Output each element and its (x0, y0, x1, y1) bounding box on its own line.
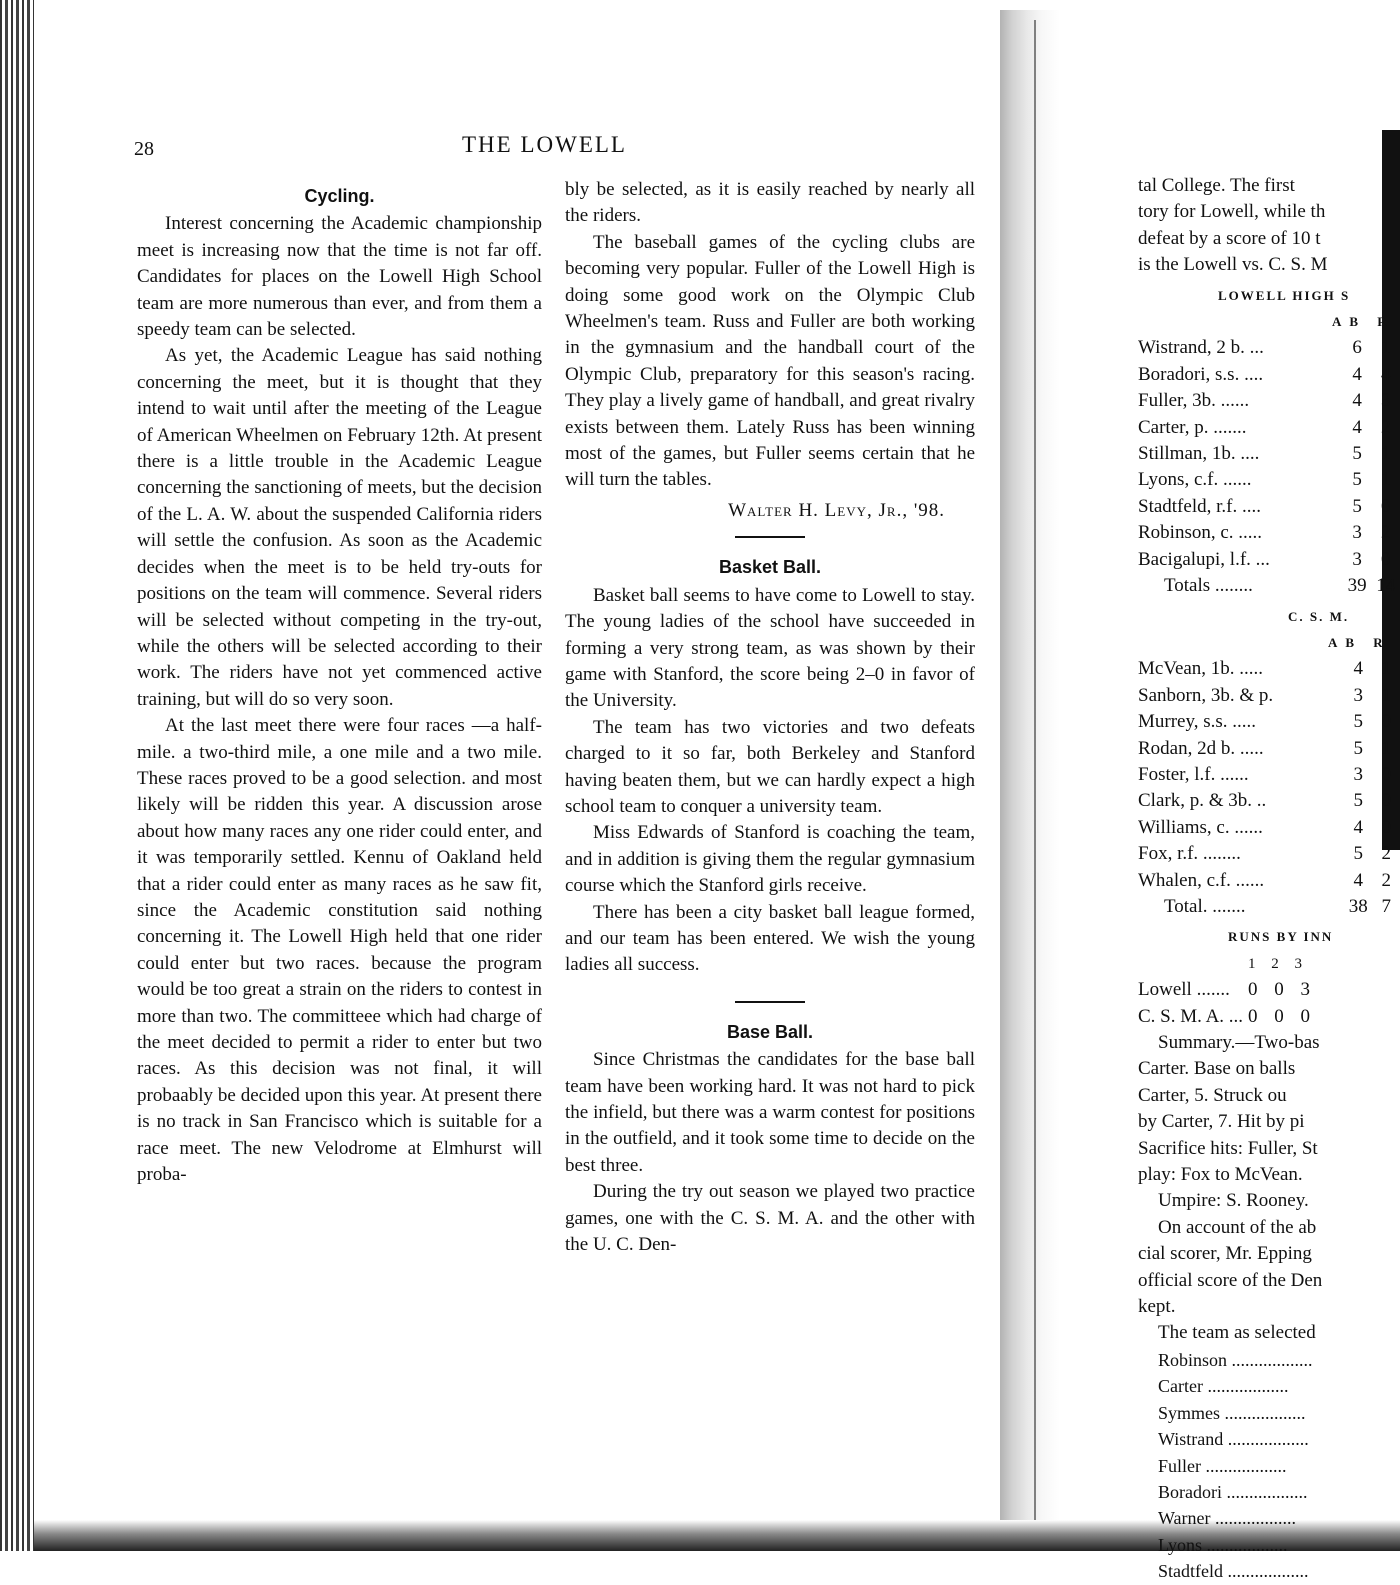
scorer-note-line: On account of the ab (1158, 1216, 1317, 1238)
innings-numbers: 1 2 3 (1248, 955, 1308, 972)
column-middle (565, 177, 975, 1258)
at-bats: 5 (1353, 711, 1363, 733)
cycling-paragraph-2: As yet, the Academic League has said nothing concerning the meet, but it is thought that they intend to wait until after the meeting of the League of American Wheelmen on February 12th. At present there is a little trouble in the Academic League concerning the sanctioning of meets, but the decision of the L. A. W. about the suspended California riders will settle the confusion. As soon as the Academic decides when the meet is to be held try-outs for positions on the team will commence. Several riders will be selected without competing in the try-out, while the others will be selected according to their work. The riders have not yet commenced active training, but will do so very soon. (137, 345, 542, 710)
at-bats: 5 (1353, 790, 1363, 812)
at-bats: 3 (1353, 684, 1363, 706)
lowell-row (1138, 362, 1400, 388)
summary-line: Sacrifice hits: Fuller, St (1138, 1137, 1318, 1159)
lowell-row (1138, 415, 1400, 441)
page-number: 28 (134, 138, 154, 160)
runs: 2 (1381, 869, 1392, 891)
runs: 0 (1381, 816, 1392, 838)
lowell-row (1138, 494, 1400, 520)
cycling-heading: Cycling. (304, 186, 375, 206)
cycling-paragraph-1: Interest concerning the Academic championship meet is increasing now that the time is not far off. Candidates for places on the Lowell High School team are more numerous than ever, and from them a speedy team can be selected. (137, 213, 542, 341)
lowell-row (1138, 335, 1400, 361)
roster-name: Symmes .................. (1158, 1402, 1306, 1423)
at-bats: 5 (1353, 737, 1363, 759)
player-name: Lyons, c.f. ...... (1138, 469, 1252, 491)
basketball-paragraph-2: The team has two victories and two defeats charged to it so far, both Berkeley and Stanford having beaten them, but we can hardly expect a high school team to conquer a university team. (565, 716, 975, 817)
total-label: Total. ....... (1164, 895, 1246, 917)
innings-row (1138, 1004, 1316, 1030)
player-name: Wistrand, 2 b. ... (1138, 337, 1264, 359)
runs: 4 (1380, 363, 1391, 385)
roster-row (1138, 1453, 1313, 1479)
roster-name: Lyons .................. (1158, 1534, 1288, 1555)
intro-line: tory for Lowell, while th (1138, 201, 1326, 223)
total-at-bats: 39 (1347, 575, 1367, 597)
summary-line: play: Fox to McVean. (1138, 1164, 1303, 1186)
basketball-heading: Basket Ball. (718, 557, 822, 578)
summary-line: Summary.—Two-bas (1158, 1032, 1320, 1053)
player-name: Fox, r.f. ........ (1138, 843, 1241, 865)
column-left (137, 183, 542, 1188)
player-name: Sanborn, 3b. & p. (1138, 684, 1274, 706)
player-name: Carter, p. ....... (1138, 416, 1247, 438)
at-bats: 4 (1352, 416, 1362, 438)
intro-line: is the Lowell vs. C. S. M (1138, 254, 1328, 276)
total-label: Totals ........ (1164, 575, 1253, 597)
page-gutter-shadow (1000, 10, 1060, 1540)
roster-row (1138, 1558, 1313, 1584)
at-bats: 5 (1352, 495, 1362, 517)
csma-row (1138, 788, 1400, 814)
roster-row (1138, 1505, 1313, 1531)
csma-row (1138, 656, 1400, 682)
lowell-row (1138, 441, 1400, 467)
roster-name: Fuller .................. (1158, 1455, 1287, 1476)
roster-name: Warner .................. (1158, 1508, 1297, 1529)
scan-binding-edge (0, 0, 34, 1551)
at-bats: 4 (1352, 390, 1362, 412)
cycling-paragraph-3: At the last meet there were four races —a half-mile. a two-third mile, a one mile and a two mile. These races proved to be a good selection. and most likely will be ridden this year. A discussion arose about how many races any one rider could enter, and it was temporarily settled. Kennu of Oakland held that a rider could enter as many races as he saw fit, since the Academic constitution said nothing concerning it. The Lowell High held that one rider could enter but two races. because the program would be too great a strain on the riders to contest in more than two. The committeee which had charge of the meet decided to permit a rider to enter but two races. As this decision was not final, it will probaably be decided upon this year. At present there is no track in San Francisco which is suitable for a race meet. The new Velodrome at Elmhurst will proba- (137, 715, 542, 1186)
innings-row (1138, 977, 1316, 1003)
roster-row (1138, 1373, 1313, 1399)
at-bats: 3 (1352, 548, 1362, 570)
player-name: Bacigalupi, l.f. ... (1138, 548, 1270, 570)
roster-row (1138, 1479, 1313, 1505)
lowell-row (1138, 520, 1400, 546)
lowell-row (1138, 547, 1400, 573)
scorer-note (1138, 1215, 1400, 1321)
player-name: Fuller, 3b. ...... (1138, 390, 1250, 412)
player-name: Foster, l.f. ...... (1138, 763, 1249, 785)
roster-name: Stadtfeld .................. (1158, 1561, 1309, 1582)
player-name: Stillman, 1b. .... (1138, 443, 1260, 465)
player-name: Stadtfeld, r.f. .... (1138, 495, 1261, 517)
summary-line: Carter. Base on balls (1138, 1058, 1296, 1080)
scorer-note-line: kept. (1138, 1296, 1176, 1318)
intro-line: tal College. The first (1138, 175, 1295, 196)
runs: 0 (1380, 495, 1391, 517)
roster-name: Wistrand .................. (1158, 1429, 1309, 1450)
csma-row (1138, 683, 1400, 709)
total-runs: 7 (1381, 895, 1392, 917)
runs: 2 (1380, 522, 1391, 544)
csma-total-row (1138, 894, 1400, 920)
lowell-row (1138, 467, 1400, 493)
csma-box-title: C. S. M. (1288, 608, 1350, 624)
summary-line: by Carter, 7. Hit by pi (1138, 1111, 1305, 1133)
player-name: Robinson, c. ..... (1138, 522, 1263, 544)
csma-box-headers: AB R (1328, 634, 1391, 650)
umpire-line: Umpire: S. Rooney. (1158, 1190, 1309, 1212)
at-bats: 5 (1352, 443, 1362, 465)
runs: 1 (1381, 658, 1392, 680)
innings-table (1138, 977, 1316, 1030)
game-summary (1138, 1030, 1400, 1188)
roster-row (1138, 1400, 1313, 1426)
section-divider (735, 536, 805, 538)
runs: 1 (1380, 443, 1391, 465)
runs: 0 (1381, 790, 1392, 812)
lowell-box-score (1138, 335, 1400, 599)
total-runs: 14 (1376, 575, 1396, 597)
intro-line: defeat by a score of 10 t (1138, 227, 1321, 249)
at-bats: 3 (1352, 522, 1362, 544)
lowell-box-headers: AB R (1332, 314, 1395, 330)
inning-runs: 0 0 3 (1248, 979, 1316, 1001)
scorer-note-line: official score of the Den (1138, 1269, 1323, 1291)
at-bats: 4 (1353, 869, 1363, 891)
roster-name: Robinson .................. (1158, 1349, 1313, 1370)
baseball-heading: Base Ball. (726, 1021, 814, 1042)
at-bats: 5 (1353, 843, 1363, 865)
cycling-continuation: bly be selected, as it is easily reached by nearly all the riders. (565, 179, 975, 227)
player-name: Murrey, s.s. ..... (1138, 711, 1257, 733)
player-name: Whalen, c.f. ...... (1138, 869, 1265, 891)
csma-row (1138, 709, 1400, 735)
at-bats: 4 (1353, 816, 1363, 838)
csma-row (1138, 815, 1400, 841)
runs: 0 (1381, 711, 1392, 733)
player-name: Clark, p. & 3b. .. (1138, 790, 1267, 812)
csma-row (1138, 736, 1400, 762)
baseball-paragraph-2: During the try out season we played two practice games, one with the C. S. M. A. and the other with the U. C. Den- (565, 1181, 975, 1256)
team-name: Lowell ....... (1138, 979, 1230, 1001)
player-name: McVean, 1b. ..... (1138, 658, 1264, 680)
runs: 0 (1380, 548, 1391, 570)
summary-line: Carter, 5. Struck ou (1138, 1084, 1287, 1106)
lowell-box-title: LOWELL HIGH S (1218, 287, 1351, 303)
csma-row (1138, 868, 1400, 894)
player-name: Rodan, 2d b. ..... (1138, 737, 1264, 759)
roster-row (1138, 1426, 1313, 1452)
basketball-paragraph-4: There has been a city basket ball league formed, and our team has been entered. We wish the young ladies all success. (565, 901, 975, 976)
basketball-paragraph-1: Basket ball seems to have come to Lowell to stay. The young ladies of the school have succeeded in forming a very strong team, as was shown by their game with Stanford, the score being 2–0 in favor of the University. (565, 584, 975, 712)
at-bats: 6 (1352, 337, 1362, 359)
innings-title: RUNS BY INN (1228, 929, 1334, 945)
team-intro: The team as selected (1158, 1322, 1316, 1344)
runs: 1 (1381, 737, 1392, 759)
runs: 1 (1380, 337, 1391, 359)
runs: 1 (1381, 684, 1392, 706)
runs: 2 (1380, 416, 1391, 438)
runs: 2 (1381, 843, 1392, 865)
at-bats: 4 (1352, 363, 1362, 385)
cycling-byline: Walter H. Levy, Jr., '98. (728, 499, 945, 521)
csma-row (1138, 762, 1400, 788)
runs: 3 (1380, 390, 1391, 412)
at-bats: 5 (1352, 469, 1362, 491)
basketball-paragraph-3: Miss Edwards of Stanford is coaching the team, and in addition is giving them the regular gymnasium course which the Stanford girls receive. (565, 822, 975, 897)
roster-row (1138, 1532, 1313, 1558)
baseball-paragraph-1: Since Christmas the candidates for the base ball team have been working hard. It was not hard to pick the infield, but there was a warm contest for positions in the outfield, and it took some time to decide on the best three. (565, 1049, 975, 1176)
csma-box-score (1138, 656, 1400, 920)
roster-row (1138, 1347, 1313, 1373)
at-bats: 4 (1353, 658, 1363, 680)
inning-runs: 0 0 0 (1248, 1005, 1316, 1027)
player-name: Boradori, s.s. .... (1138, 363, 1264, 385)
roster-name: Boradori .................. (1158, 1481, 1308, 1502)
column-right (1138, 173, 1400, 1582)
scorer-note-line: cial scorer, Mr. Epping (1138, 1243, 1312, 1265)
section-divider (735, 1001, 805, 1003)
team-name: C. S. M. A. ... (1138, 1005, 1244, 1027)
lowell-row (1138, 388, 1400, 414)
total-at-bats: 38 (1348, 895, 1368, 917)
lowell-total-row (1138, 573, 1400, 599)
runs: 1 (1380, 469, 1391, 491)
team-roster (1138, 1347, 1313, 1585)
csma-row (1138, 841, 1400, 867)
cycling-paragraph-4: The baseball games of the cycling clubs are becoming very popular. Fuller of the Lowell High is doing some good work on the Olympic Club Wheelmen's team. Russ and Fuller are both working in the gymnasium and the handball court of the Olympic Club, preparatory for this season's racing. They play a lively game of handball, and great rivalry exists between them. Lately Russ has been winning most of the games, but Fuller seems certain that he will turn the tables. (565, 231, 975, 491)
roster-name: Carter .................. (1158, 1376, 1289, 1397)
player-name: Williams, c. ...... (1138, 816, 1263, 838)
at-bats: 3 (1353, 763, 1363, 785)
running-head: THE LOWELL (462, 132, 627, 157)
runs: 0 (1381, 763, 1392, 785)
